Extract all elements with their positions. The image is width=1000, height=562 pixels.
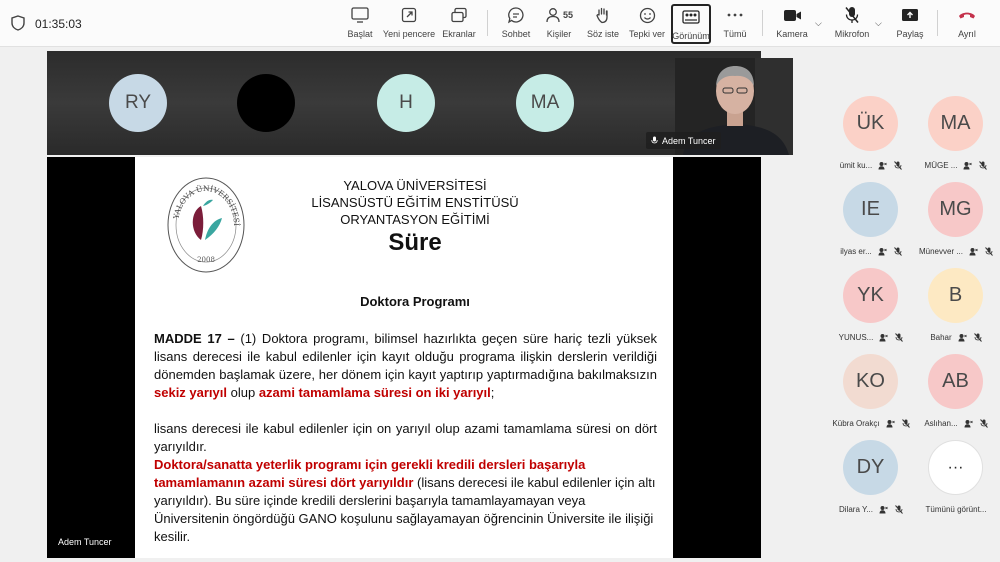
shared-screen[interactable]: [47, 157, 761, 558]
paragraph-1-text-2: olup: [227, 385, 259, 400]
avatar-initials: DY: [856, 456, 885, 478]
more-label: Tümü: [723, 29, 747, 39]
participant-tile[interactable]: [912, 93, 1000, 179]
chat-icon: [507, 6, 525, 24]
highlight-max-duration: azami tamamlama süresi on iki yarıyıl: [258, 385, 491, 400]
participant-name: Dilara Y...: [839, 504, 873, 514]
article-label: MADDE 17 –: [154, 331, 235, 346]
avatar-initials: YK: [857, 284, 884, 306]
strip-avatar-h[interactable]: [377, 74, 435, 132]
participant-name-row: [827, 331, 915, 343]
avatar-initials: RY: [124, 92, 152, 113]
more-icon: [727, 13, 743, 17]
view-grid-icon: [682, 10, 700, 24]
raise-hand-label: Söz iste: [587, 29, 620, 39]
toolbar-divider: [937, 10, 938, 36]
participant-tile[interactable]: [827, 179, 915, 265]
participant-tile[interactable]: [912, 179, 1000, 265]
chat-label: Sohbet: [501, 29, 531, 39]
avatar-initials: IE: [861, 198, 880, 220]
participant-name-row: [912, 159, 1000, 171]
react-label: Tepki ver: [629, 29, 666, 39]
mic-off-icon: [895, 505, 903, 514]
view-label: Görünüm: [672, 31, 710, 41]
participant-name-row: [912, 417, 1000, 429]
participant-name: Münevver ...: [918, 246, 963, 256]
people-icon: [545, 7, 561, 23]
microphone-options-chevron-down-icon[interactable]: ⌵: [875, 18, 882, 28]
participant-tile[interactable]: [827, 351, 915, 437]
camera-icon: [783, 9, 802, 22]
svg-text:YALOVA ÜNİVERSİTESİ: YALOVA ÜNİVERSİTESİ: [171, 183, 242, 227]
avatar: [843, 268, 898, 323]
start-label: Başlat: [347, 29, 373, 39]
slide-paragraph-1: [154, 330, 657, 402]
pop-out-icon: [401, 7, 417, 23]
slide-paragraph-2: lisans derecesi ile kabul edilenler için on yarıyıl olup azami tamamlama süresi on dört yarıyıldır.: [154, 421, 657, 454]
slide-university: YALOVA ÜNİVERSİTESİ: [343, 178, 487, 193]
mic-off-icon: [894, 161, 902, 170]
screens-icon: [450, 7, 468, 23]
mic-off-icon: [894, 247, 902, 256]
new-window-label: Yeni pencere: [382, 29, 436, 39]
avatar: [843, 182, 898, 237]
slide-title: Süre: [388, 229, 442, 256]
shield-icon[interactable]: [11, 15, 25, 31]
participant-name-row: [827, 245, 915, 257]
mic-off-icon: [985, 247, 993, 256]
person-status-icon: [879, 333, 888, 342]
avatar: [928, 96, 983, 151]
person-status-icon: [963, 161, 972, 170]
people-label: Kişiler: [546, 29, 572, 39]
paragraph-1-text: (1) Doktora programı, bilimsel hazırlıkta geçen süre hariç tezli yüksek lisans derecesi ile kabul edilenler için kayıt olduğu programa ilişkin derslerin verildiği dönemden başlamak üzere, her dönem için kayıt yaptırıp yaptırmadığına bakılmaksızın: [154, 331, 657, 382]
participant-name: MÜGE ...: [924, 160, 958, 170]
avatar-initials: B: [948, 284, 963, 306]
avatar: [928, 268, 983, 323]
toolbar-divider: [487, 10, 488, 36]
avatar-initials: H: [399, 92, 413, 113]
participant-name: ümit ku...: [839, 160, 873, 170]
avatar-initials: MA: [940, 112, 971, 134]
mic-off-icon: [974, 333, 982, 342]
avatar: [843, 440, 898, 495]
participant-name-row: [827, 503, 915, 515]
screens-button[interactable]: [443, 4, 475, 44]
person-status-icon: [878, 161, 887, 170]
camera-label: Kamera: [776, 29, 808, 39]
participant-name-row: [912, 245, 1000, 257]
more-icon: [928, 440, 983, 495]
mic-off-icon: [980, 419, 988, 428]
leave-button[interactable]: [952, 4, 982, 44]
microphone-label: Mikrofon: [834, 29, 870, 39]
presenter-name-tag: Adem Tuncer: [58, 537, 112, 547]
mic-off-icon: [895, 333, 903, 342]
strip-avatar-ry[interactable]: [109, 74, 167, 132]
camera-options-chevron-down-icon[interactable]: ⌵: [815, 18, 822, 28]
view-button[interactable]: [671, 4, 711, 44]
mic-off-icon: [902, 419, 910, 428]
view-all-participants-tile[interactable]: [912, 437, 1000, 523]
participant-tile[interactable]: [827, 265, 915, 351]
people-count: 55: [562, 10, 573, 20]
participant-name: Aslıhan...: [924, 418, 958, 428]
avatar-initials: MG: [939, 198, 972, 220]
people-button[interactable]: [542, 4, 576, 44]
participant-name-row: [912, 503, 1000, 515]
person-status-icon: [958, 333, 967, 342]
person-status-icon: [969, 247, 978, 256]
camera-button[interactable]: [774, 4, 810, 44]
meeting-timer: 01:35:03: [35, 17, 82, 31]
person-status-icon: [879, 505, 888, 514]
mic-icon: [651, 136, 658, 145]
participant-name: ilyas er...: [840, 246, 872, 256]
leave-label: Ayrıl: [958, 29, 976, 39]
new-window-button[interactable]: [382, 4, 436, 44]
participant-name: YUNUS...: [838, 332, 874, 342]
avatar-initials: AB: [942, 370, 969, 392]
screens-label: Ekranlar: [442, 29, 476, 39]
logo-year: 2008: [197, 256, 215, 264]
raise-hand-button[interactable]: [587, 4, 619, 44]
participant-tile[interactable]: [827, 93, 915, 179]
camera-name-tag: [646, 132, 721, 149]
share-tray-icon: [901, 8, 919, 22]
smiley-icon: [639, 7, 656, 24]
slide-institute: LİSANSÜSTÜ EĞİTİM ENSTİTÜSÜ: [311, 195, 519, 210]
share-label: Paylaş: [896, 29, 924, 39]
participant-tile[interactable]: [912, 265, 1000, 351]
avatar-initials: ···: [947, 458, 964, 476]
participant-tile[interactable]: [827, 437, 915, 523]
paragraph-3-text: (lisans derecesi ile kabul edilenler için altı yarıyıldır). Bu süre içinde kredili derslerini başarıyla tamamlayamayan veya Üniversitenin öngördüğü GANO koşulunu sağlayamayan öğrencinin Üniversite ile ilişiği kesilir.: [154, 475, 656, 544]
participant-name-row: [827, 159, 915, 171]
hand-icon: [595, 6, 611, 24]
toolbar-divider: [762, 10, 763, 36]
participant-tile[interactable]: [912, 351, 1000, 437]
avatar-initials: KO: [856, 370, 885, 392]
start-button[interactable]: [345, 4, 375, 44]
presentation-slide: [135, 157, 673, 558]
chat-button[interactable]: [500, 4, 532, 44]
present-icon: [351, 7, 369, 23]
meeting-toolbar: [0, 0, 1000, 47]
strip-avatar-photo[interactable]: [237, 74, 295, 132]
mic-off-icon: [979, 161, 987, 170]
participant-name: Tümünü görünt...: [925, 504, 987, 514]
more-button[interactable]: [720, 4, 750, 44]
paragraph-1-end: ;: [490, 385, 495, 400]
slide-subtitle: Doktora Programı: [360, 294, 470, 309]
highlight-eight-semesters: sekiz yarıyıl: [154, 385, 227, 400]
avatar: [928, 354, 983, 409]
avatar: [843, 96, 898, 151]
highlight-credit-courses: Doktora/sanatta yeterlik programı için gerekli kredili dersleri başarıyla tamamlamanın azami süresi dört yarıyıldır: [154, 457, 586, 490]
person-status-icon: [878, 247, 887, 256]
university-logo: [166, 176, 246, 274]
react-button[interactable]: [629, 4, 665, 44]
microphone-button[interactable]: [832, 4, 872, 44]
participant-name-row: [912, 331, 1000, 343]
person-status-icon: [886, 419, 895, 428]
avatar-initials: ÜK: [856, 112, 885, 134]
slide-orientation: ORYANTASYON EĞİTİMİ: [340, 212, 490, 227]
avatar: [928, 182, 983, 237]
avatar-initials: MA: [530, 92, 560, 113]
slide-paragraph-3: [154, 456, 657, 546]
strip-avatar-ma[interactable]: [516, 74, 574, 132]
hang-up-icon: [958, 10, 976, 20]
share-button[interactable]: [894, 4, 926, 44]
avatar: [843, 354, 898, 409]
participant-name: Kübra Orakçı: [832, 418, 880, 428]
participant-name: Bahar: [930, 332, 952, 342]
mic-off-icon: [845, 6, 859, 24]
participant-name-row: [827, 417, 915, 429]
camera-name-label: Adem Tuncer: [662, 135, 716, 146]
person-status-icon: [964, 419, 973, 428]
